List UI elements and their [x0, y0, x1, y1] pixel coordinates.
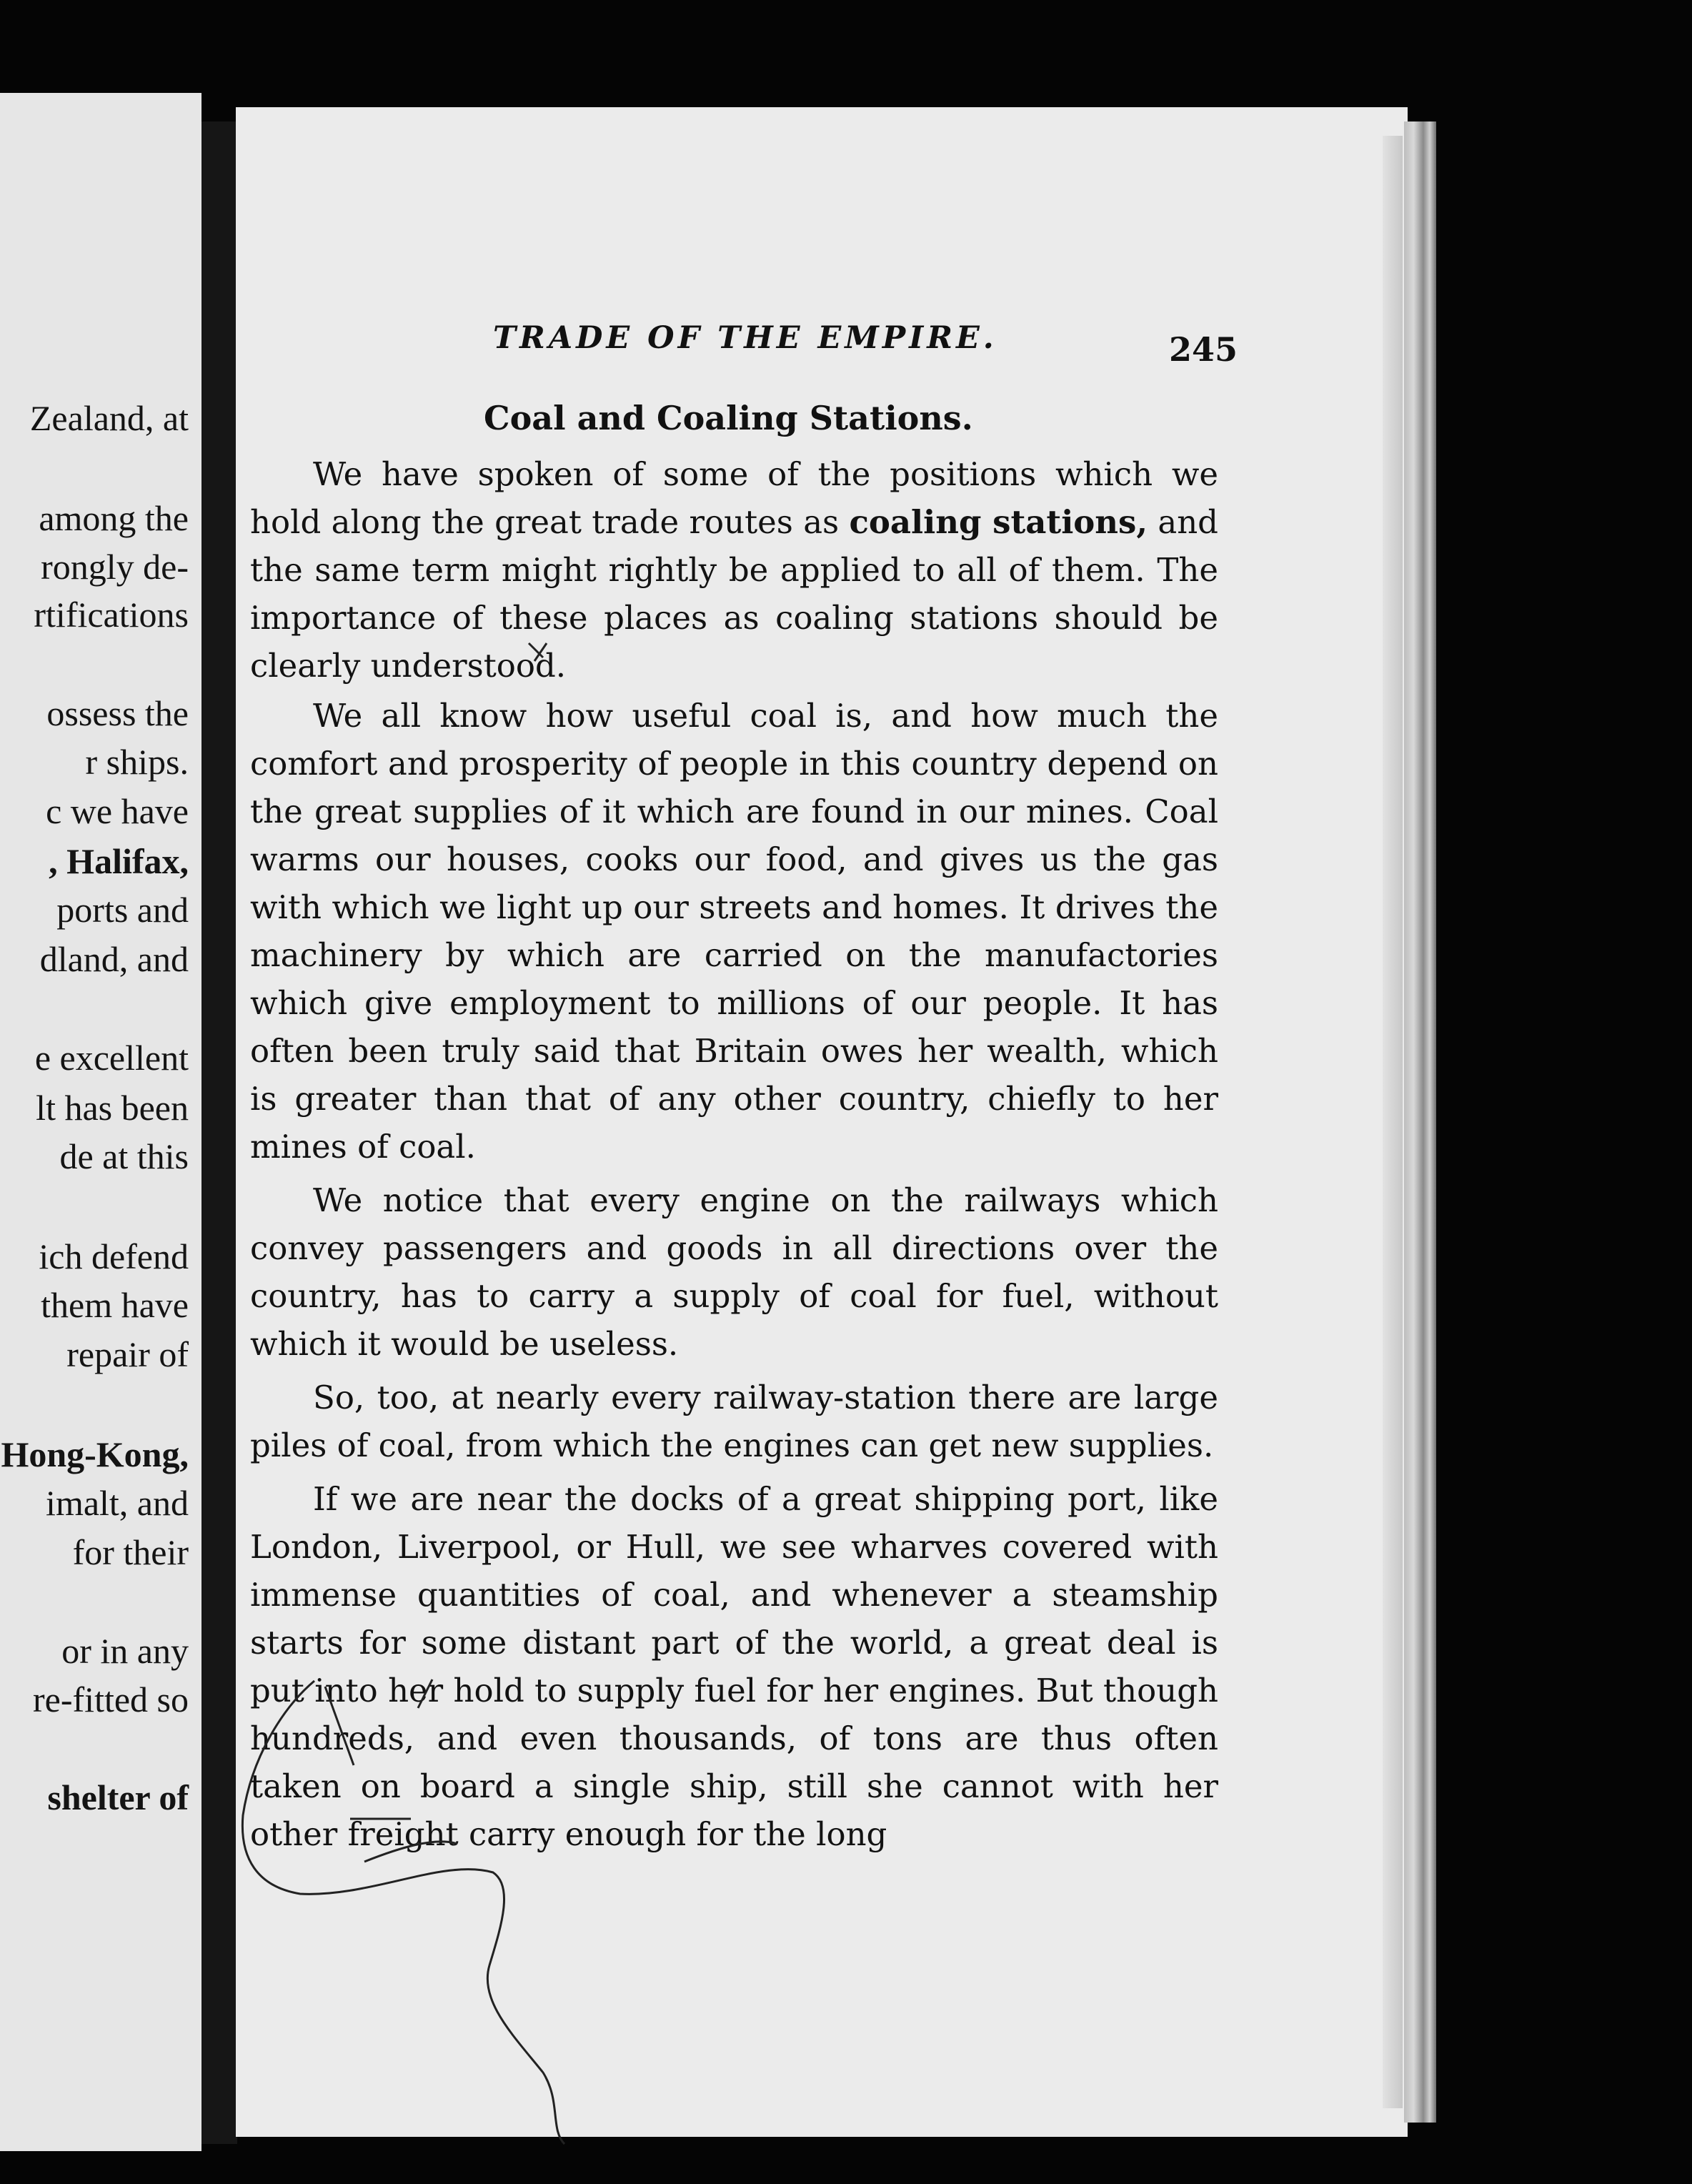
bold-term: coaling stations,: [849, 503, 1148, 541]
left-page-line: Zealand, at: [29, 398, 189, 438]
left-page-line: rongly de-: [41, 547, 189, 587]
left-page-line: for their: [72, 1532, 189, 1572]
left-page-line: ossess the: [46, 693, 189, 733]
paragraph: If we are near the docks of a great shipping port, like London, Liverpool, or Hull, we see wharves covered with immense quantities of coal, and whenever a steamship starts for some distant part of the world, a great deal is put into her hold to supply fuel for her engines. But though hundreds, and even thousands, of tons are thus often taken on board a single ship, still she cannot with her other freight carry enough for the long: [250, 1480, 1218, 1853]
left-page-line: Hong-Kong,: [1, 1434, 189, 1474]
left-page-line: repair of: [66, 1334, 189, 1374]
paragraph: So, too, at nearly every railway-station there are large piles of coal, from which the engines can get new supplies.: [250, 1379, 1218, 1464]
left-page-line: or in any: [61, 1631, 189, 1671]
section-title: Coal and Coaling Stations.: [484, 399, 973, 437]
left-page-line: de at this: [59, 1136, 189, 1176]
left-page-line: dland, and: [39, 939, 189, 979]
left-page-line: , Halifax,: [49, 841, 189, 881]
left-page-line: rtifications: [34, 595, 189, 635]
running-head: TRADE OF THE EMPIRE.: [493, 320, 997, 356]
book-gutter: [201, 121, 237, 2144]
left-page-line: c we have: [46, 791, 189, 831]
page-number: 245: [1169, 330, 1238, 369]
left-page-line: them have: [41, 1285, 189, 1325]
left-page-line: lt has been: [36, 1088, 189, 1128]
left-page-line: ports and: [56, 890, 189, 930]
left-page-line: e excellent: [34, 1038, 189, 1078]
body-text: [250, 450, 1218, 1860]
left-page-line: r ships.: [85, 742, 189, 782]
left-page-line: ich defend: [39, 1236, 189, 1276]
page-edge: [1383, 136, 1403, 2108]
page-stack-edge: [1404, 121, 1436, 2123]
left-page-line: among the: [39, 498, 189, 538]
left-page: [0, 93, 201, 2151]
left-page-line: shelter of: [47, 1777, 189, 1817]
left-page-line: imalt, and: [46, 1483, 189, 1523]
left-page-line: re-fitted so: [33, 1679, 189, 1719]
paragraph: We have spoken of some of the positions which we hold along the great trade routes as coaling stations, and the same term might rightly be applied to all of them. The importance of these places as coaling stations should be clearly understood.: [250, 455, 1218, 685]
paragraph: We notice that every engine on the railways which convey passengers and goods in all directions over the country, has to carry a supply of coal for fuel, without which it would be useless.: [250, 1181, 1218, 1363]
paragraph: We all know how useful coal is, and how much the comfort and prosperity of people in this country depend on the great supplies of it which are found in our mines. Coal warms our houses, cooks our food, and gives us the gas with which we light up our streets and homes. It drives the machinery by which are carried on the manufactories which give employment to millions of our people. It has often been truly said that Britain owes her wealth, which is greater than that of any other country, chiefly to her mines of coal.: [250, 697, 1218, 1166]
